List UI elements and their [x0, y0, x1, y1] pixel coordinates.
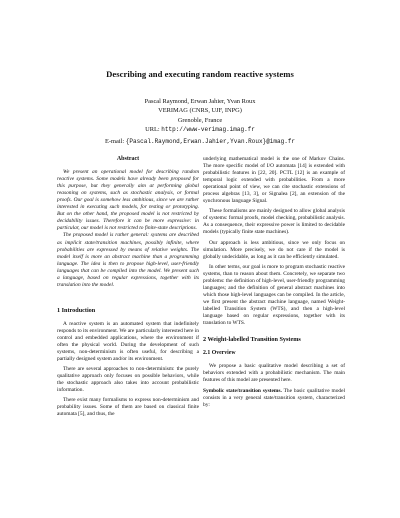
email-address[interactable]: {Pascal.Raymond,Erwan.Jahier,Yvan.Roux}@imag.fr: [125, 138, 295, 145]
author-block: [0, 97, 400, 134]
author-affiliation: VERIMAG (CNRS, UJF, INPG): [158, 107, 242, 115]
body-paragraph: Our approach is less ambitious, since we only focus on simulation. More precisely, we do not care if the model is globally undecidable, as long as it can be efficiently simulated.: [203, 239, 345, 260]
paragraph-lead-label: Symbolic state/transition systems.: [203, 388, 282, 395]
email-label: E-mail:: [104, 138, 125, 145]
section-heading-introduction: 1 Introduction: [57, 306, 96, 314]
paper-title: Describing and executing random reactive systems: [106, 69, 294, 79]
abstract-paragraph: We present an operational model for describing random reactive systems. Some models have already been proposed for this purpose, but they generally aim at performing global reasoning on systems, such as stochastic analysis, or formal proofs. Our goal is somehow less ambitious, since we are rather interested in executing such models, for testing or prototyping. But on the other hand, the proposed model is not restricted by decidability issues. Therefore it can be more expressive: in particular, our model is not restricted to finite-state descriptions.: [57, 169, 199, 232]
url-link[interactable]: http://www-verimag.imag.fr: [161, 125, 255, 133]
author-url-line: [0, 125, 400, 134]
url-label: URL:: [145, 125, 160, 133]
paragraph-lead-text: The basic qualitative model consists in a very general state/transition system, characterized by:: [203, 388, 345, 409]
right-column: [203, 156, 345, 412]
subsection-heading-overview: 2.1 Overview: [203, 350, 236, 357]
body-paragraph: We propose a basic qualitative model describing a set of behaviors extended with a probabilistic mechanism. The main features of this model are presented here.: [203, 363, 345, 384]
author-city: Grenoble, France: [177, 116, 223, 124]
body-paragraph: In other terms, our goal is more to program stochastic reactive systems, than to reason about them. Concretely, we separate two problems: the definition of high-level, user-friendly programming languages; and the definition of general abstract machines into which those high-level languages can be compiled. In the article, we first present the abstract machine language, named Weight-labelled Transition System (WTS), and then a high-level language based on regular expressions, together with its translation to WTS.: [203, 263, 345, 327]
author-email-line: [0, 138, 400, 145]
left-column: [57, 156, 199, 422]
body-paragraph: A reactive system is an automated system that indefinitely responds to its environment. We are particularly interested here in control and embedded applications, where the environment if often the physical world. During the development of such systems, non-determinism is often useful, for describing a partially designed system and/or its environment.: [57, 320, 199, 363]
body-paragraph: These formalisms are mainly designed to allow global analysis of systems: formal proofs, model checking, probabilistic analysis. As a consequence, their expressive power is limited to decidable models (typically finite state machines).: [203, 208, 345, 236]
body-paragraph: underlying mathematical model is the one of Markov Chains. The more specific model of I/O automata [14] is extended with probabilistic features in [22, 20]. PCTL [12] is an example of temporal logic extended with probabilities. From a more operational point of view, we can cite stochastic extensions of process algebras [13, 3], or Signalea [2], an extension of the synchronous language Signal.: [203, 156, 345, 205]
abstract-heading: Abstract: [116, 156, 140, 162]
body-paragraph: There exist many formalisms to express non-determinism and probability issues. Some of them are based on classical finite automata [5], and thus, the: [57, 397, 199, 418]
author-names: Pascal Raymond, Erwan Jahier, Yvan Roux: [144, 98, 256, 105]
body-paragraph-lead: [203, 388, 345, 409]
body-paragraph: There are several approaches to non-determinism: the purely qualitative approach only focuses on possible behaviors, while the stochastic approach also takes into account probabilistic information.: [57, 366, 199, 394]
abstract-paragraph: The proposed model is rather general: systems are described as implicit state/transition machines, possibly infinite, where probabilities are expressed by means of relative weights. The model itself is more an abstract machine than a programming language. The idea is then to propose high-level, user-friendly languages that can be compiled into the model. We present such a language, based on regular expressions, together with its translation into the model.: [57, 232, 199, 288]
section-heading-wts: 2 Weight-labelled Transition Systems: [203, 336, 301, 344]
